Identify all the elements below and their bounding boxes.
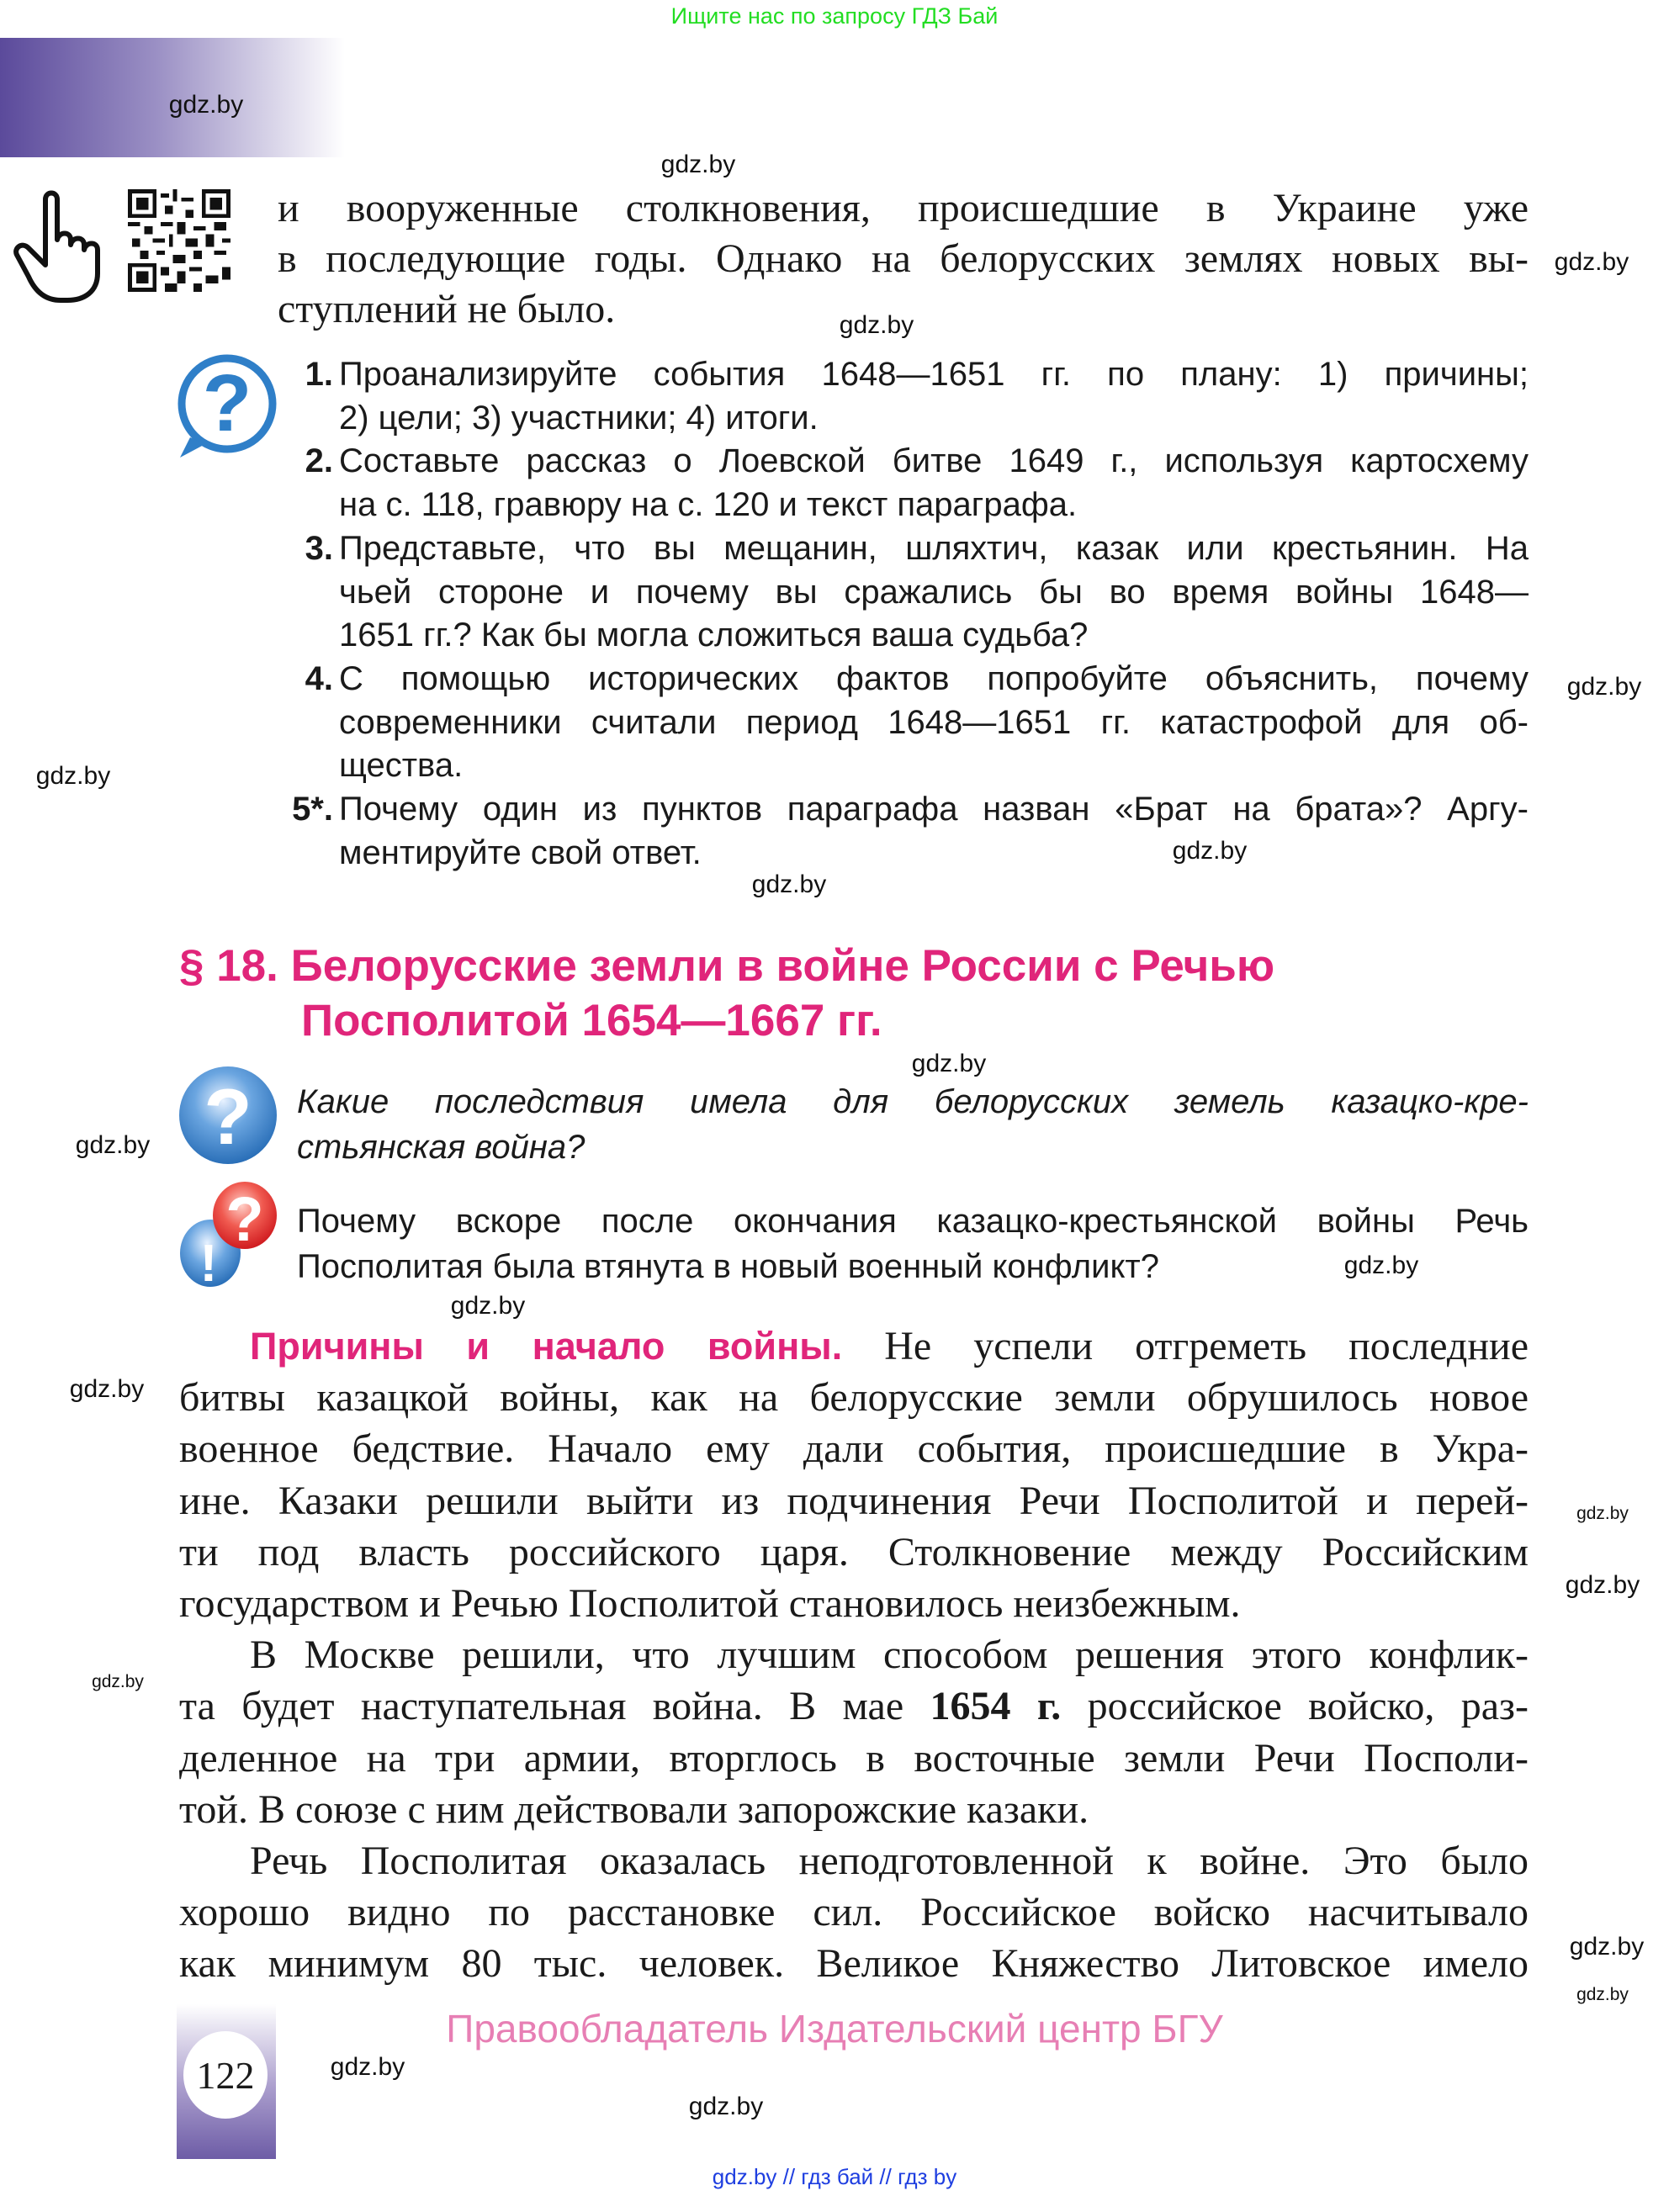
question-number: 3. [305, 529, 333, 567]
question-line: на с. 118, гравюру на с. 120 и текст параграфа. [339, 486, 1078, 524]
watermark: gdz.by [1565, 1571, 1640, 1599]
body-line [179, 1733, 1529, 1784]
body-line [179, 1475, 1529, 1527]
question-number: 2. [305, 442, 333, 480]
question-line: Проанализируйте события 1648—1651 гг. по плану: 1) причины; [339, 356, 1529, 393]
body-line [179, 1680, 1529, 1732]
intro-line: и вооруженные столкновения, происшедшие в Украине уже [278, 186, 1529, 230]
question-line: С помощью исторических фактов попробуйте объяснить, почему [339, 659, 1529, 697]
svg-text:?: ? [202, 358, 252, 448]
watermark: gdz.by [1576, 1504, 1629, 1523]
body-line [179, 1578, 1529, 1629]
question-line: чьей стороне и почему вы сражались бы во время войны 1648— [339, 573, 1529, 611]
watermark: gdz.by [1569, 1933, 1645, 1961]
svg-text:!: ! [199, 1235, 218, 1287]
question-line: Почему один из пунктов параграфа назван «Брат на брата»? Аргу- [339, 791, 1529, 828]
body-line [179, 1372, 1529, 1423]
watermark: gdz.by [1172, 837, 1248, 865]
body-text: той. В союзе с ним действовали запорожские казаки. [179, 1786, 1089, 1832]
watermark: gdz.by [168, 91, 244, 119]
problem-question-icon [175, 1182, 280, 1291]
bottom-site-links[interactable]: gdz.by // гдз бай // гдз by [712, 2164, 957, 2189]
question-line: современники считали период 1648—1651 гг. катастрофой для об- [339, 703, 1529, 741]
recall-question-line: стьянская война? [297, 1129, 585, 1166]
review-questions-list [292, 353, 1529, 875]
body-line [179, 1784, 1529, 1835]
body-text: хорошо видно по расстановке сил. Российское войско насчитывало [179, 1890, 1529, 1935]
svg-text:?: ? [225, 1184, 264, 1254]
subsection-heading: Причины и начало войны. [250, 1325, 843, 1368]
body-text: ти под власть российского царя. Столкновение между Российским [179, 1529, 1529, 1574]
body-line [179, 1938, 1529, 1989]
top-banner[interactable]: Ищите нас по запросу ГДЗ Бай [670, 3, 999, 29]
question-item [292, 788, 1529, 875]
watermark: gdz.by [92, 1672, 144, 1691]
section-title: § 18. Белорусские земли в войне России с Речью [179, 941, 1275, 991]
question-line: Представьте, что вы мещанин, шляхтич, казак или крестьянин. На [339, 529, 1529, 567]
body-text: Речь Посполитая оказалась неподготовленной к войне. Это было [250, 1838, 1529, 1883]
body-line [179, 1320, 1529, 1372]
watermark: gdz.by [35, 762, 111, 790]
question-item [297, 353, 1529, 440]
question-item [297, 440, 1529, 527]
question-number: 1. [305, 356, 333, 393]
body-line [179, 1887, 1529, 1938]
watermark: gdz.by [1576, 1985, 1629, 2004]
problem-question-line: Посполитая была втянута в новый военный конфликт? [297, 1248, 1159, 1285]
body-text: российское войско, раз- [1061, 1684, 1529, 1729]
intro-line: ступлений не было. [278, 287, 616, 331]
question-line: Составьте рассказ о Лоевской битве 1649 г., используя картосхему [339, 442, 1529, 480]
watermark: gdz.by [660, 151, 736, 178]
watermark: gdz.by [911, 1050, 987, 1077]
section-title-cont: Посполитой 1654—1667 гг. [301, 996, 882, 1045]
watermark: gdz.by [688, 2093, 764, 2120]
watermark: gdz.by [1566, 673, 1642, 701]
intro-line: в последующие годы. Однако на белорусских землях новых вы- [278, 236, 1529, 281]
body-line [179, 1629, 1529, 1680]
question-item [297, 527, 1529, 658]
problem-question-line: Почему вскоре после окончания казацко-крестьянской войны Речь [297, 1203, 1529, 1240]
copyright-notice: Правообладатель Издательский центр БГУ [446, 2007, 1223, 2051]
body-text: та будет наступательная война. В мае [179, 1684, 930, 1729]
watermark: gdz.by [1554, 248, 1629, 276]
watermark: gdz.by [450, 1292, 526, 1320]
body-text: государством и Речью Посполитой становилось неизбежным. [179, 1580, 1241, 1626]
body-text: как минимум 80 тыс. человек. Великое Княжество Литовское имело [179, 1941, 1529, 1987]
body-text: В Москве решили, что лучшим способом решения этого конфлик- [250, 1633, 1529, 1678]
question-item [297, 658, 1529, 788]
qr-code[interactable] [128, 189, 230, 296]
body-text: военное бедствие. Начало ему дали события, происшедшие в Укра- [179, 1426, 1529, 1472]
body-text: битвы казацкой войны, как на белорусские земли обрушилось новое [179, 1375, 1529, 1421]
recall-question-icon [177, 1064, 279, 1171]
question-number: 4. [305, 659, 333, 697]
recall-question-line: Какие последствия имела для белорусских земель казацко-кре- [297, 1083, 1529, 1120]
question-number: 5*. [292, 791, 333, 828]
body-text: Не успели отгреметь последние [842, 1324, 1529, 1368]
body-text: деленное на три армии, вторглось в восточные земли Речи Посполи- [179, 1735, 1529, 1781]
body-line [179, 1527, 1529, 1578]
page-number: 122 [183, 2031, 268, 2119]
svg-text:?: ? [204, 1072, 252, 1161]
watermark: gdz.by [75, 1131, 151, 1159]
hand-pointer-icon [12, 189, 113, 307]
question-line: ментируйте свой ответ. [339, 833, 702, 871]
watermark: gdz.by [330, 2053, 405, 2081]
watermark: gdz.by [69, 1375, 145, 1403]
review-questions-icon [173, 353, 279, 463]
body-text: ине. Казаки решили выйти из подчинения Речи Посполитой и перей- [179, 1478, 1529, 1523]
body-line [179, 1835, 1529, 1887]
watermark: gdz.by [751, 871, 827, 898]
body-paragraphs [179, 1320, 1529, 1989]
body-line [179, 1423, 1529, 1474]
watermark: gdz.by [1343, 1252, 1419, 1279]
watermark: gdz.by [839, 311, 914, 339]
question-line: щества. [339, 747, 464, 785]
question-line: 2) цели; 3) участники; 4) итоги. [339, 399, 819, 437]
bold-date: 1654 г. [930, 1684, 1062, 1729]
question-line: 1651 гг.? Как бы могла сложиться ваша судьба? [339, 617, 1089, 654]
